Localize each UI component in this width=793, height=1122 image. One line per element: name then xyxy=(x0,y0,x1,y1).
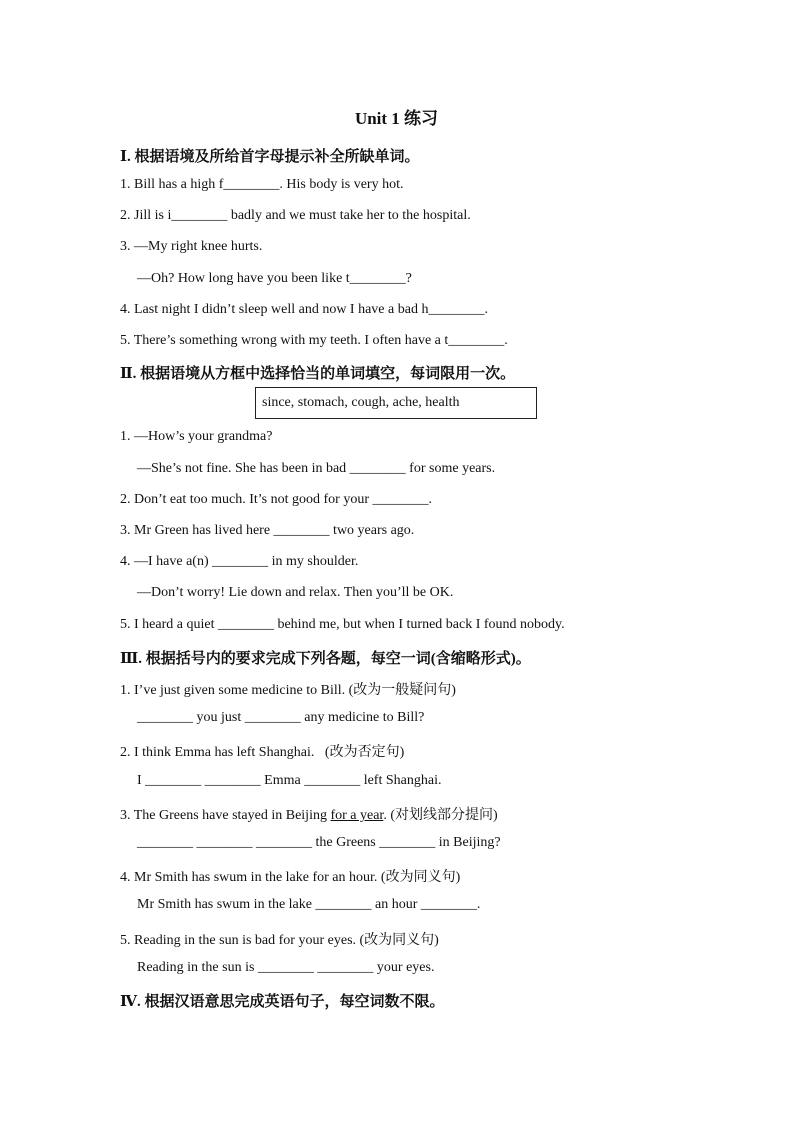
s1-question-3-reply: —Oh? How long have you been like t________? xyxy=(137,271,412,286)
s1-question-2: 2. Jill is i________ badly and we must take her to the hospital. xyxy=(120,208,471,223)
s1-question-1: 1. Bill has a high f________. His body is very hot. xyxy=(120,177,404,192)
s3-answer-4: Mr Smith has swum in the lake ________ an hour ________. xyxy=(137,897,481,912)
page-title: Unit 1 练习 xyxy=(354,109,439,128)
s2-question-2: 2. Don’t eat too much. It’s not good for your ________. xyxy=(120,492,432,507)
s3-answer-3: ________ ________ ________ the Greens ________ in Beijing? xyxy=(137,835,501,850)
word-bank-box: since, stomach, cough, ache, health xyxy=(255,387,537,419)
s3-q3-text-after: . (对划线部分提问) xyxy=(383,808,498,823)
s2-question-3: 3. Mr Green has lived here ________ two years ago. xyxy=(120,523,415,538)
s3-question-5: 5. Reading in the sun is bad for your eyes. (改为同义句) xyxy=(120,933,439,948)
s2-question-4: 4. —I have a(n) ________ in my shoulder. xyxy=(120,554,359,569)
s1-question-3: 3. —My right knee hurts. xyxy=(120,239,263,254)
s3-answer-2: I ________ ________ Emma ________ left Shanghai. xyxy=(137,773,442,788)
section-2-heading: Ⅱ. 根据语境从方框中选择恰当的单词填空，每词限用一次。 xyxy=(120,366,516,382)
s3-question-2: 2. I think Emma has left Shanghai. (改为否定句) xyxy=(120,745,405,760)
s2-question-5: 5. I heard a quiet ________ behind me, but when I turned back I found nobody. xyxy=(120,617,565,632)
s3-question-1: 1. I’ve just given some medicine to Bill. (改为一般疑问句) xyxy=(120,683,456,698)
s1-question-5: 5. There’s something wrong with my teeth. I often have a t________. xyxy=(120,333,508,348)
section-1-heading: Ⅰ. 根据语境及所给首字母提示补全所缺单词。 xyxy=(120,149,420,165)
s3-question-3 xyxy=(120,804,498,824)
s3-q3-underlined: for a year xyxy=(330,808,384,823)
s1-question-4: 4. Last night I didn’t sleep well and now I have a bad h________. xyxy=(120,302,488,317)
s2-question-1: 1. —How’s your grandma? xyxy=(120,429,273,444)
s3-answer-1: ________ you just ________ any medicine to Bill? xyxy=(137,710,425,725)
s3-q3-text-before: 3. The Greens have stayed in Beijing xyxy=(120,808,331,823)
s2-question-4-reply: —Don’t worry! Lie down and relax. Then you’ll be OK. xyxy=(137,585,454,600)
section-4-heading: Ⅳ. 根据汉语意思完成英语句子，每空词数不限。 xyxy=(120,994,445,1010)
s3-answer-5: Reading in the sun is ________ ________ your eyes. xyxy=(137,960,435,975)
section-3-heading: Ⅲ. 根据括号内的要求完成下列各题，每空一词(含缩略形式)。 xyxy=(120,651,531,667)
s3-question-4: 4. Mr Smith has swum in the lake for an hour. (改为同义句) xyxy=(120,870,461,885)
s2-question-1-reply: —She’s not fine. She has been in bad ________ for some years. xyxy=(137,461,496,476)
